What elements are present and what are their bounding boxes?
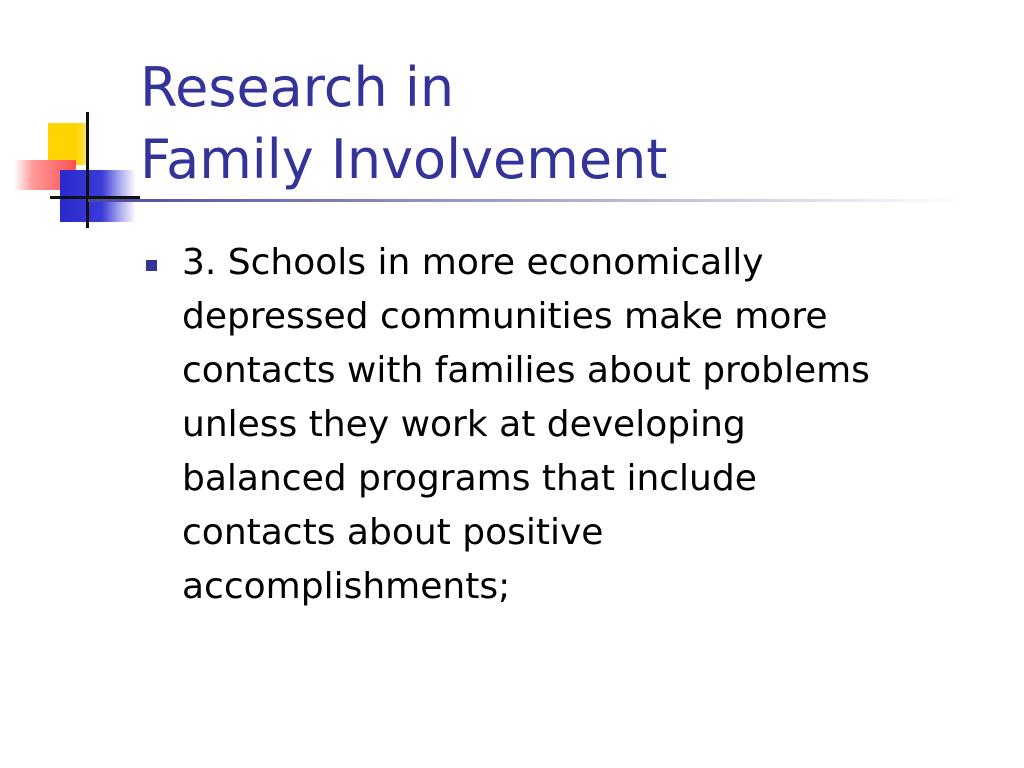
bullet-text-line: depressed communities make more: [182, 296, 828, 337]
title-underline: [88, 199, 968, 202]
vertical-line-decoration: [86, 112, 89, 228]
slide-title: [140, 52, 667, 196]
bullet-text: [182, 236, 966, 614]
corner-ornament-icon: [0, 0, 150, 240]
slide-title-line: Family Involvement: [140, 128, 668, 191]
bullet-text-line: balanced programs that include: [182, 458, 757, 499]
square-bullet-icon: [146, 260, 157, 271]
bullet-text-line: contacts with families about problems: [182, 350, 870, 391]
bullet-text-line: 3. Schools in more economically: [182, 242, 764, 283]
slide-title-line: Research in: [140, 56, 455, 119]
bullet-text-line: contacts about positive: [182, 512, 604, 553]
bullet-item: [146, 236, 966, 614]
bullet-text-line: unless they work at developing: [182, 404, 746, 445]
bullet-text-line: accomplishments;: [182, 566, 511, 607]
yellow-square-decoration: [48, 123, 88, 165]
slide-body: [146, 236, 966, 614]
